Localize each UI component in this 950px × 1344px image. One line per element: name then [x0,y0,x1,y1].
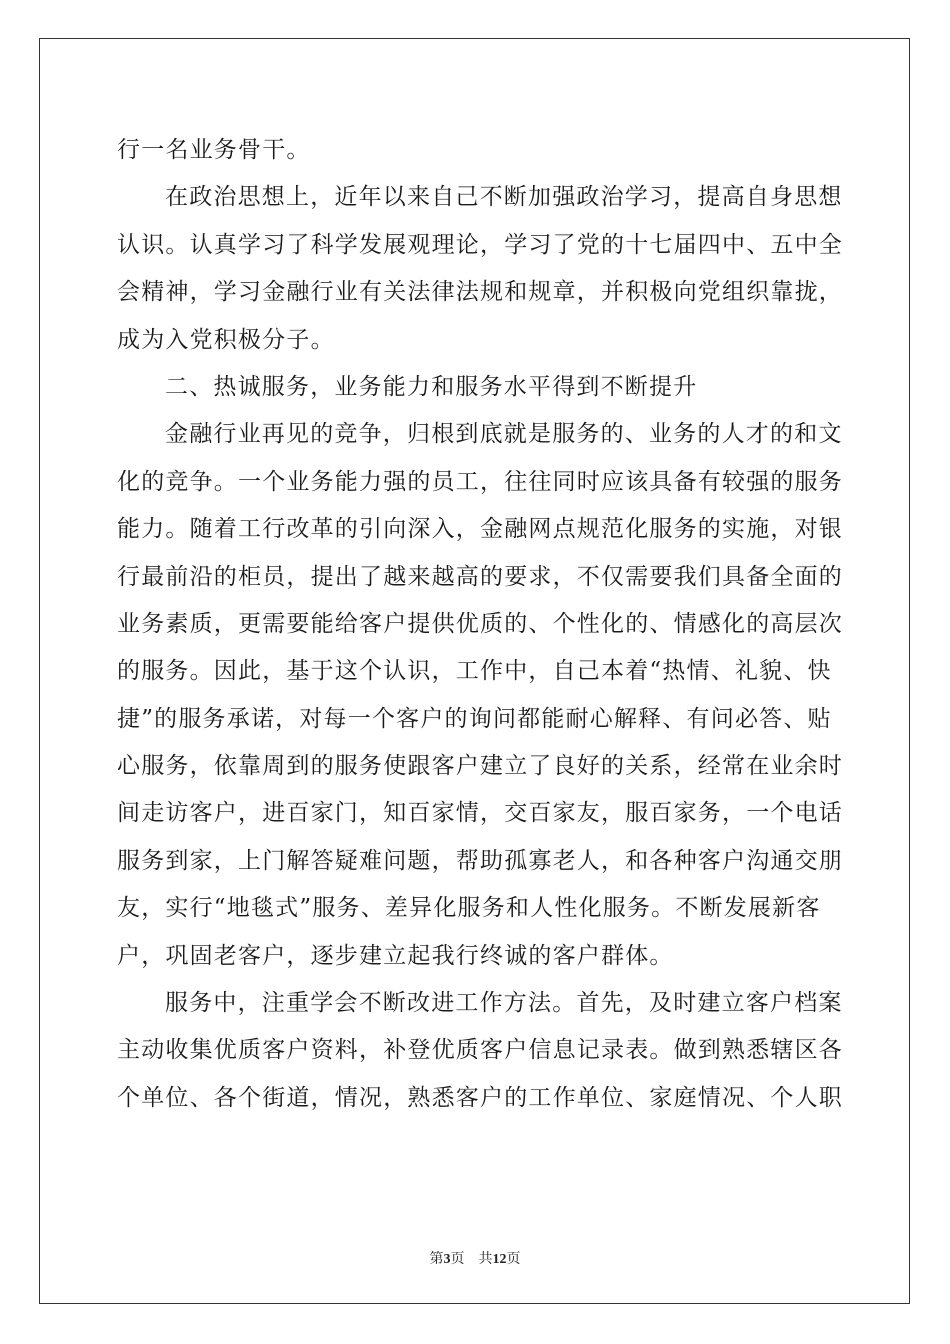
text-line: 友，实行“地毯式”服务、差异化服务和人性化服务。不断发展新客 [117,895,821,922]
text-line: 金融行业再见的竞争，归根到底就是服务的、业务的人才的和文 [165,421,843,448]
total-prefix: 共 [478,1252,493,1267]
text-line: 业务素质，更需要能给客户提供优质的、个性化的、情感化的高层次 [117,610,843,637]
text-line: 捷”的服务承诺，对每一个客户的询问都能耐心解释、有问必答、贴 [117,705,832,732]
text-line: 在政治思想上，近年以来自己不断加强政治学习，提高自身思想 [165,184,843,211]
text-line: 户，巩固老客户，逐步建立起我行终诚的客户群体。 [117,942,674,969]
text-line: 行最前沿的柜员，提出了越来越高的要求，不仅需要我们具备全面的 [117,563,843,590]
text-line: 二、热诚服务，业务能力和服务水平得到不断提升 [165,373,698,400]
page-footer [0,1248,950,1268]
text-line: 服务到家，上门解答疑难问题，帮助孤寡老人，和各种客户沟通交朋 [117,847,843,874]
total-page-number: 12 [492,1252,507,1267]
text-line: 主动收集优质客户资料，补登优质客户信息记录表。做到熟悉辖区各 [117,1037,843,1064]
page-prefix: 第 [429,1252,444,1267]
text-line: 间走访客户，进百家门，知百家情，交百家友，服百家务，一个电话 [117,800,843,827]
text-line: 成为入党积极分子。 [117,326,335,353]
text-line: 的服务。因此，基于这个认识，工作中，自己本着“热情、礼貌、快 [117,658,832,685]
text-line: 认识。认真学习了科学发展观理论，学习了党的十七届四中、五中全 [117,231,843,258]
page-suffix: 页 [450,1252,465,1267]
text-line: 能力。随着工行改革的引向深入，金融网点规范化服务的实施，对银 [117,516,843,543]
document-body [117,127,843,1122]
text-line: 行一名业务骨干。 [117,137,311,163]
text-line: 服务中，注重学会不断改进工作方法。首先，及时建立客户档案 [165,990,843,1017]
total-suffix: 页 [506,1252,521,1267]
text-line: 会精神，学习金融行业有关法律法规和规章，并积极向党组织靠拢， [117,279,843,306]
current-page-number: 3 [443,1252,451,1267]
text-line: 心服务，依靠周到的服务使跟客户建立了良好的关系，经常在业余时 [117,753,843,780]
text-line: 化的竞争。一个业务能力强的员工，往往同时应该具备有较强的服务 [117,468,843,495]
text-line: 个单位、各个街道，情况，熟悉客户的工作单位、家庭情况、个人职 [117,1084,843,1111]
